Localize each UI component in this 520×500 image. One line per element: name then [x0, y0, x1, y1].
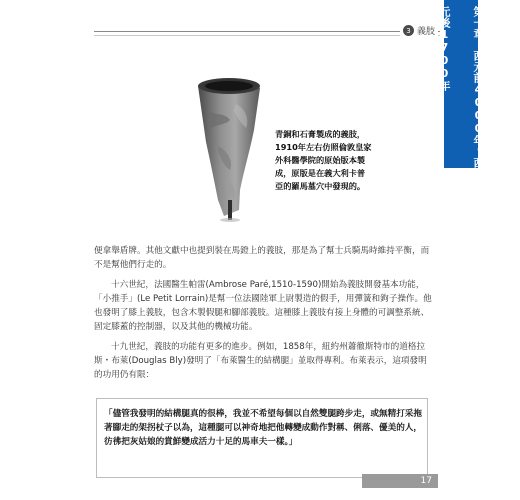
prosthesis-photo	[184, 70, 268, 226]
chapter-tab	[438, 0, 485, 168]
chapter-tab-text: 第一章：西元前4000年～西元後1700年	[438, 6, 485, 168]
quote-text: 「儘管我發明的結構腿真的很棒，我並不希望每個以自然雙腿跨步走，或無精打采拖著腳走的架拐杖子以為，這種腿可以神奇地把他轉變成動作對稱、俐落、優美的人，彷彿把灰姑娘的賞鮮變成活力十足的馬車夫一樣。」	[104, 409, 422, 447]
prosthetic-leg-image	[184, 70, 268, 226]
section-number-badge: 3	[403, 25, 414, 36]
paragraph: 十九世紀，義肢的功能有更多的進步。例如，1858年，紐約州蕭徹斯特市的道格拉斯・布萊(Douglas Bly)發明了「布萊醫生的結構腿」並取得專利。布萊表示，這項發明的功用仍有限：	[94, 342, 427, 380]
header-rule	[94, 31, 440, 32]
quote-box	[96, 398, 428, 478]
paragraph: 便拿舉盾牌。其他文獻中也提到裝在馬鐙上的義肢，那是為了幫士兵騎馬時維持平衡，而不是幫他們行走的。	[94, 246, 430, 270]
page-number: 17	[362, 474, 438, 488]
header-rule-secondary	[94, 35, 440, 36]
body-text	[94, 244, 434, 382]
paragraph: 十六世紀，法國醫生帕雷(Ambrose Paré,1510-1590)開始為義肢開發基本功能，「小推手」(Le Petit Lorrain)是幫一位法國陸軍上尉製造的假手，用彈簧和鉤子操作。他也發明了膝上義肢，包含木製假腿和腳部義肢。這種膝上義肢有接上身體的可調整系統、固定膝蓋的控制器，以及其他的機械功能。	[94, 280, 432, 332]
figure-caption: 青銅和石膏製成的義肢，1910年左右仿照倫敦皇家外科醫學院的原始版本製成，原版是在義大利卡普亞的羅馬墓穴中發現的。	[275, 129, 372, 191]
running-header	[94, 22, 440, 40]
section-title: 義肢	[416, 27, 435, 37]
